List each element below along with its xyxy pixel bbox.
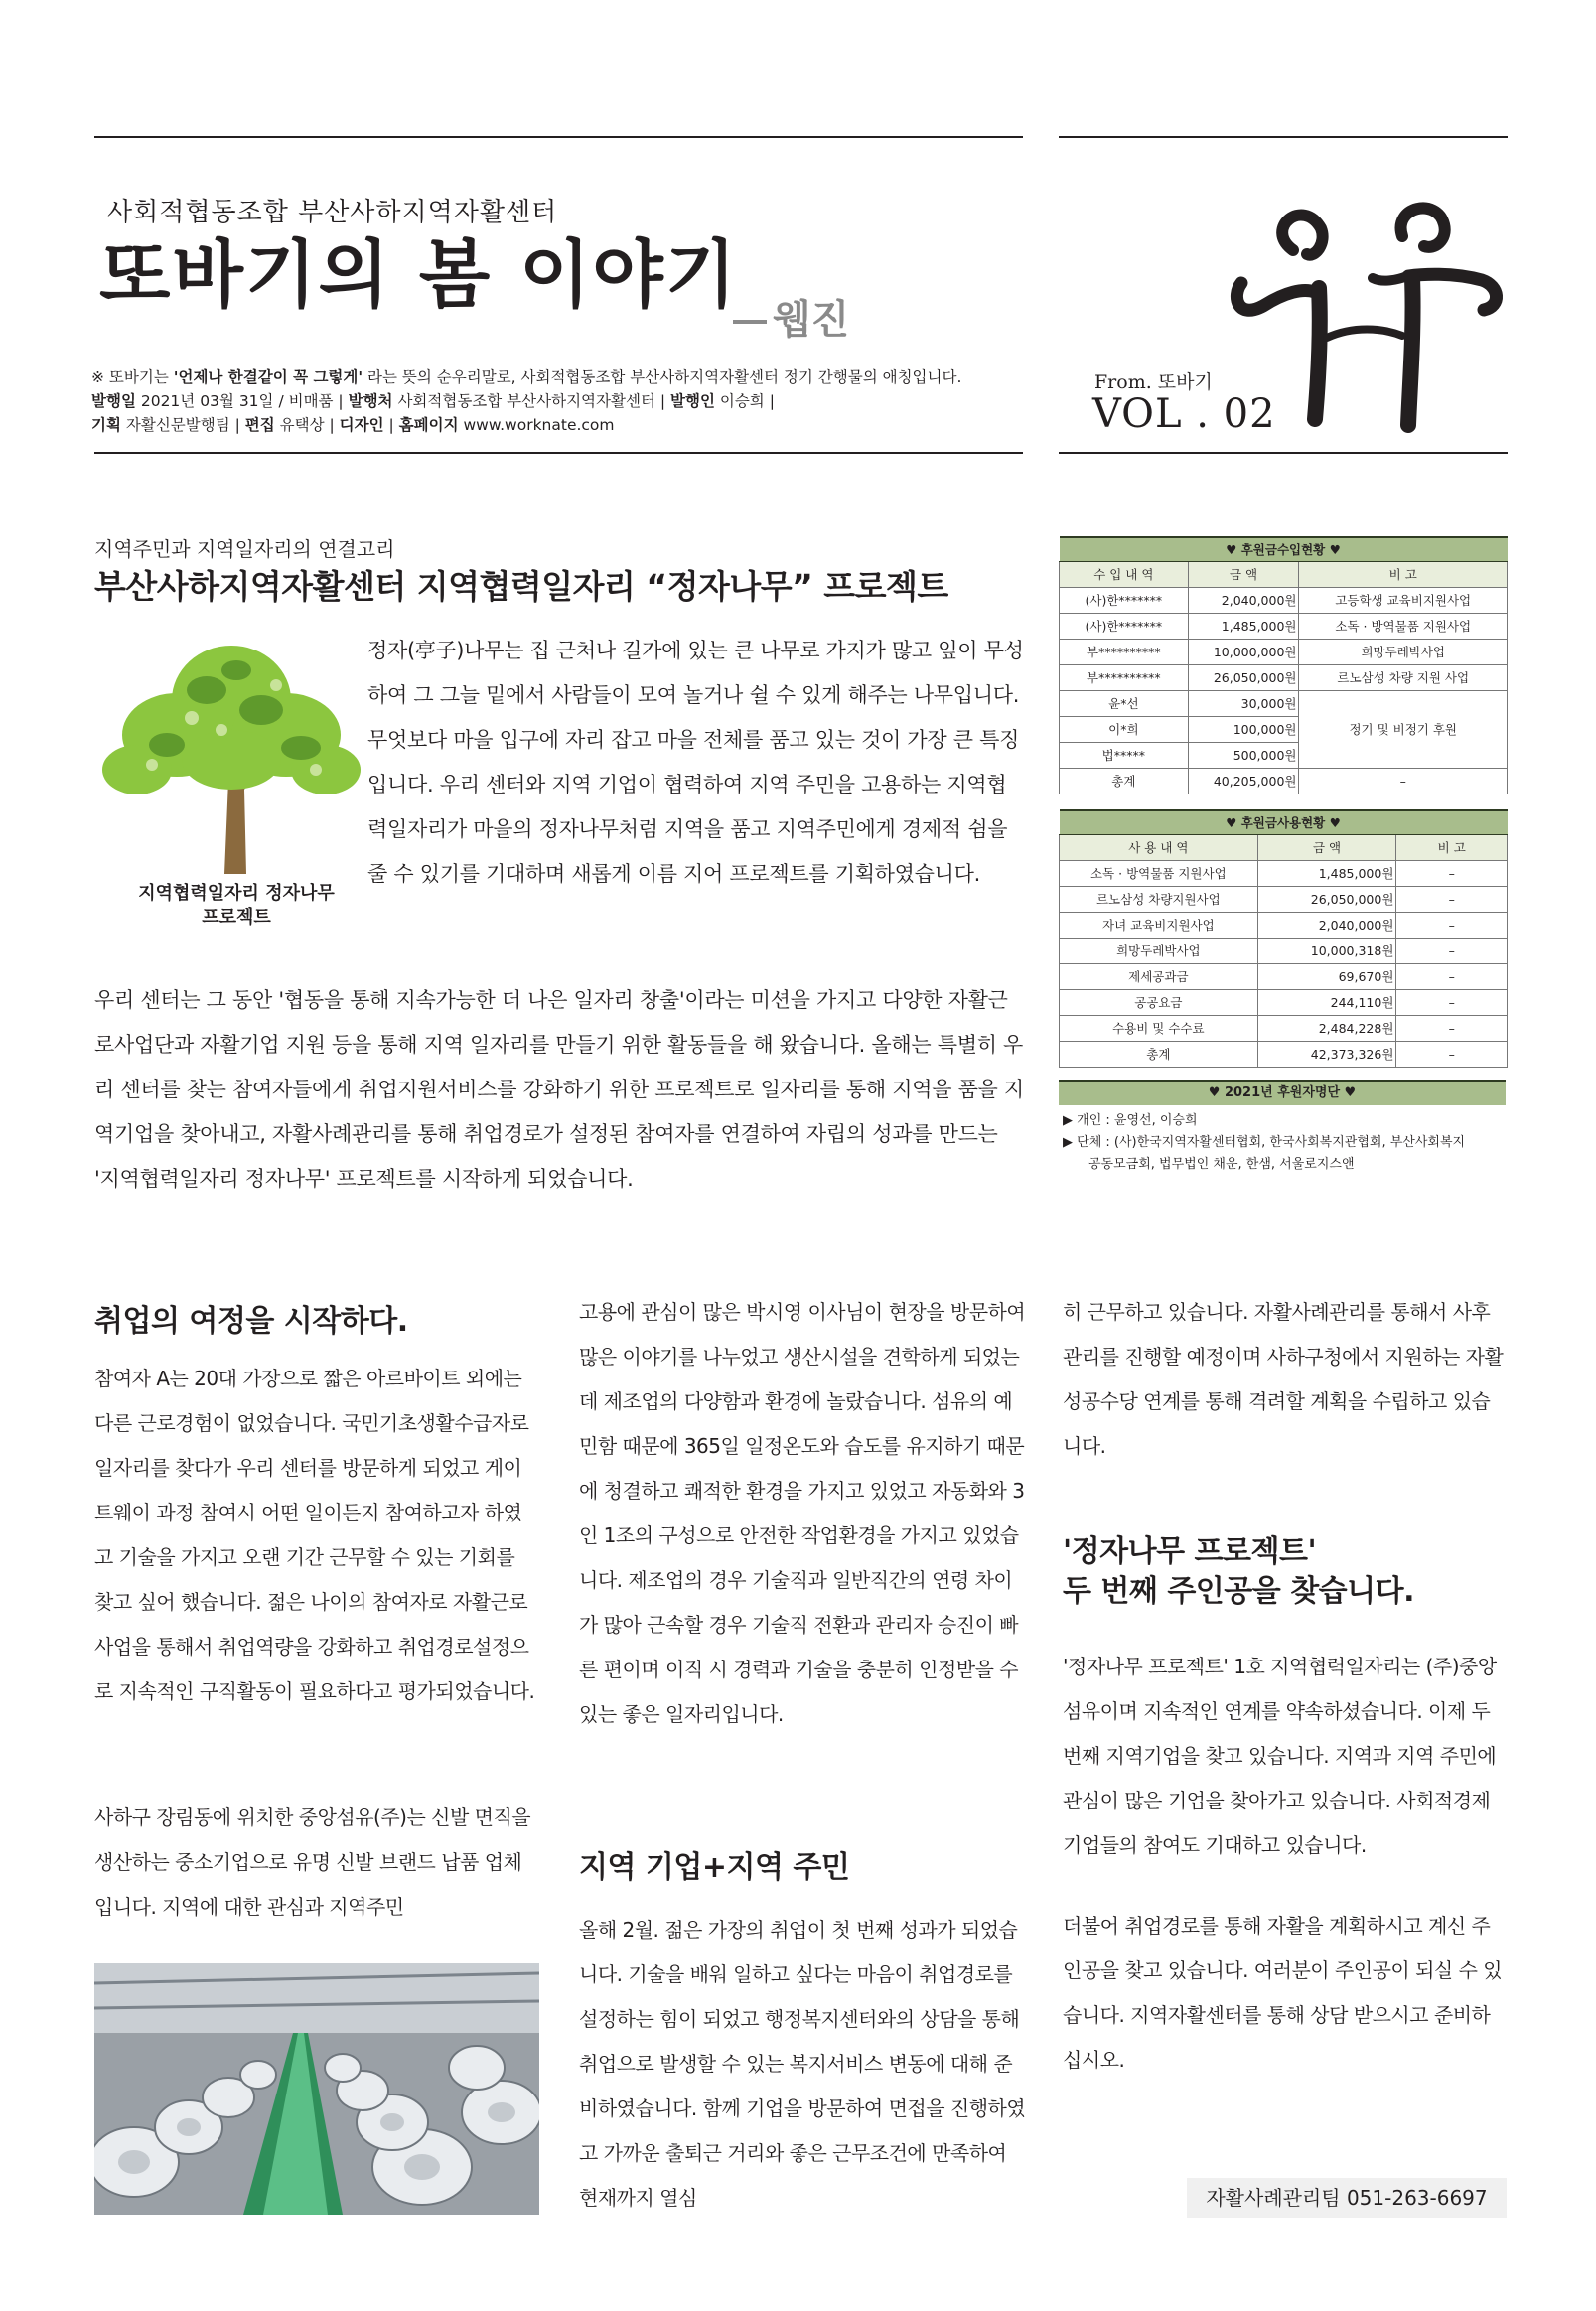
intro-paragraph: 정자(亭子)나무는 집 근처나 길가에 있는 큰 나무로 가지가 많고 잎이 무성하여 그 그늘 밑에서 사람들이 모여 놀거나 쉴 수 있게 해주는 나무입니다. 무엇보다 마을 입구에 자리 잡고 마을 전체를 품고 있는 것이 가장 큰 특징입니다. 우리 센터와 지역 기업이 협력하여 지역 주민을 고용하는 지역협력일자리가 마을의 정자나무처럼 지역을 품고 지역주민에게 경제적 쉼을 줄 수 있기를 기대하며 새롭게 이름 지어 프로젝트를 기획하였습니다. xyxy=(367,639,1024,886)
table-total-row: 총계 40,205,000원 – xyxy=(1060,768,1508,794)
volume-number: VOL . 02 xyxy=(1092,391,1276,437)
table-row: 수용비 및 수수료 2,484,228원 – xyxy=(1060,1015,1508,1041)
donors-title: ♥ 2021년 후원자명단 ♥ xyxy=(1059,1080,1506,1105)
income-header: 금 액 xyxy=(1188,561,1299,587)
factory-photo xyxy=(94,1963,539,2215)
usage-header: 사 용 내 역 xyxy=(1060,834,1258,860)
table-row: 법***** 500,000원 xyxy=(1060,742,1508,768)
merged-note: 정기 및 비정기 후원 xyxy=(1299,690,1508,768)
masthead-title: 또바기의 봄 이야기 xyxy=(99,232,739,318)
table-row: (사)한******* 1,485,000원 소독 · 방역물품 지원사업 xyxy=(1060,613,1508,639)
col2-heading: 지역 기업+지역 주민 xyxy=(579,1850,850,1885)
org-name: 사회적협동조합 부산사하지역자활센터 xyxy=(107,198,558,227)
mission-paragraph: 우리 센터는 그 동안 '협동을 통해 지속가능한 더 나은 일자리 창출'이라는 미션을 가지고 다양한 자활근로사업단과 자활기업 지원 등을 통해 지역 일자리를 만들기 위한 활동들을 해 왔습니다. 올해는 특별히 우리 센터를 찾는 참여자들에게 취업지원서비스를 강화하기 위한 프로젝트로 일자리를 통해 지역을 품을 지역기업을 찾아내고, 자활사례관리를 통해 취업경로가 설정된 참여자를 연결하여 자립의 성과를 만드는 '지역협력일자리 정자나무' 프로젝트를 시작하게 되었습니다. xyxy=(94,988,1024,1191)
credits-info: 기획 자활신문발행팀 | 편집 유택상 | 디자인 | 홈페이지 www.worknate.com xyxy=(91,416,615,434)
table-row: 희망두레박사업 10,000,318원 – xyxy=(1060,938,1508,963)
header-rule-right xyxy=(1059,452,1508,454)
article-headline: 부산사하지역자활센터 지역협력일자리 “정자나무” 프로젝트 xyxy=(94,567,948,606)
top-rule-left xyxy=(94,136,1023,138)
usage-header: 금 액 xyxy=(1257,834,1396,860)
col1-paragraph-1: 참여자 A는 20대 가장으로 짧은 아르바이트 외에는 다른 근로경험이 없었습니다. 국민기초생활수급자로 일자리를 찾다가 우리 센터를 방문하게 되었고 게이트웨이 과정 참여시 어떤 일이든지 참여하고자 하였고 기술을 가지고 오랜 기간 근무할 수 있는 기회를 찾고 싶어 했습니다. 젊은 나이의 참여자로 자활근로사업을 통해서 취업역량을 강화하고 취업경로설정으로 지속적인 구직활동이 필요하다고 평가되었습니다. xyxy=(94,1367,535,1703)
income-table-title: ♥ 후원금수입현황 ♥ xyxy=(1060,537,1508,561)
table-row: 제세공과금 69,670원 – xyxy=(1060,963,1508,989)
table-row: 이*희 100,000원 xyxy=(1060,716,1508,742)
top-rule-right xyxy=(1059,136,1508,138)
col3-heading: '정자나무 프로젝트' 두 번째 주인공을 찾습니다. xyxy=(1063,1534,1415,1609)
col3-paragraph-2: '정자나무 프로젝트' 1호 지역협력일자리는 (주)중앙섬유이며 지속적인 연계를 약속하셨습니다. 이제 두 번째 지역기업을 찾고 있습니다. 지역과 지역 주민에 관심이 많은 기업을 찾아가고 있습니다. 사회적경제기업들의 참여도 기대하고 있습니다. xyxy=(1063,1655,1497,1857)
income-header: 수 입 내 역 xyxy=(1060,561,1189,587)
table-row: 소독 · 방역물품 지원사업 1,485,000원 – xyxy=(1060,860,1508,886)
table-row: 자녀 교육비지원사업 2,040,000원 – xyxy=(1060,912,1508,938)
table-row: 르노삼성 차량지원사업 26,050,000원 – xyxy=(1060,886,1508,912)
article-kicker: 지역주민과 지역일자리의 연결고리 xyxy=(94,537,395,561)
table-row: (사)한******* 2,040,000원 고등학생 교육비지원사업 xyxy=(1060,587,1508,613)
income-header: 비 고 xyxy=(1299,561,1508,587)
usage-table-title: ♥ 후원금사용현황 ♥ xyxy=(1060,810,1508,834)
col3-paragraph-1: 히 근무하고 있습니다. 자활사례관리를 통해서 사후관리를 진행할 예정이며 사하구청에서 지원하는 자활성공수당 연계를 통해 격려할 계획을 수립하고 있습니다. xyxy=(1063,1300,1504,1458)
table-row: 부********** 10,000,000원 희망두레박사업 xyxy=(1060,639,1508,664)
col2-paragraph-2: 올해 2월. 젊은 가장의 취업이 첫 번째 성과가 되었습니다. 기술을 배워 일하고 싶다는 마음이 취업경로를 설정하는 힘이 되었고 행정복지센터와의 상담을 통해 취업으로 발생할 수 있는 복지서비스 변동에 대해 준비하였습니다. 함께 기업을 방문하여 면접을 진행하였고 가까운 출퇴근 거리와 좋은 근무조건에 만족하여 현재까지 열심 xyxy=(579,1918,1026,2210)
donation-usage-table xyxy=(1059,809,1508,1068)
table-row: 부********** 26,050,000원 르노삼성 차량 지원 사업 xyxy=(1060,664,1508,690)
table-row: 윤*선 30,000원 정기 및 비정기 후원 xyxy=(1060,690,1508,716)
donors-list: ▶ 개인 : 윤영선, 이승희 ▶ 단체 : (사)한국지역자활센터협회, 한국사회복지관협회, 부산사회복지 공동모금회, 법무법인 채운, 한샘, 서울로지스앤 xyxy=(1063,1113,1466,1172)
masthead-subtitle: 웹진 xyxy=(733,288,849,345)
masthead-note: ※ 또바기는 '언제나 한결같이 꼭 그렇게' 라는 뜻의 순우리말로, 사회적협동조합 부산사하지역자활센터 정기 간행물의 애칭입니다. xyxy=(91,368,962,386)
tree-illustration xyxy=(97,631,365,874)
table-row: 공공요금 244,110원 – xyxy=(1060,989,1508,1015)
table-total-row: 총계 42,373,326원 – xyxy=(1060,1041,1508,1067)
issue-info: 발행일 2021년 03월 31일 / 비매품 | 발행처 사회적협동조합 부산사하지역자활센터 | 발행인 이승희 | xyxy=(91,392,775,410)
header-rule-left xyxy=(94,452,1023,454)
col2-paragraph-1: 고용에 관심이 많은 박시영 이사님이 현장을 방문하여 많은 이야기를 나누었고 생산시설을 견학하게 되었는데 제조업의 다양함과 환경에 놀랐습니다. 섬유의 예민함 때문에 365일 일정온도와 습도를 유지하기 때문에 청결하고 쾌적한 환경을 가지고 있었고 자동화와 3인 1조의 구성으로 안전한 작업환경을 가지고 있었습니다. 제조업의 경우 기술직과 일반직간의 연령 차이가 많아 근속할 경우 기술직 전환과 관리자 승진이 빠른 편이며 이직 시 경력과 기술을 충분히 인정받을 수 있는 좋은 일자리입니다. xyxy=(579,1300,1026,1726)
col1-paragraph-2: 사하구 장림동에 위치한 중앙섬유(주)는 신발 면직을 생산하는 중소기업으로 유명 신발 브랜드 납품 업체입니다. 지역에 대한 관심과 지역주민 xyxy=(94,1805,531,1919)
tree-caption: 지역협력일자리 정자나무 프로젝트 xyxy=(138,883,335,928)
col1-heading: 취업의 여정을 시작하다. xyxy=(94,1304,408,1339)
col3-paragraph-3: 더불어 취업경로를 통해 자활을 계획하시고 계신 주인공을 찾고 있습니다. 여러분이 주인공이 되실 수 있습니다. 지역자활센터를 통해 상담 받으시고 준비하십시오. xyxy=(1063,1914,1503,2072)
contact-box: 자활사례관리팀 051-263-6697 xyxy=(1187,2178,1507,2218)
usage-header: 비 고 xyxy=(1396,834,1508,860)
donation-income-table xyxy=(1059,536,1508,794)
from-label: From. 또바기 xyxy=(1094,371,1213,393)
